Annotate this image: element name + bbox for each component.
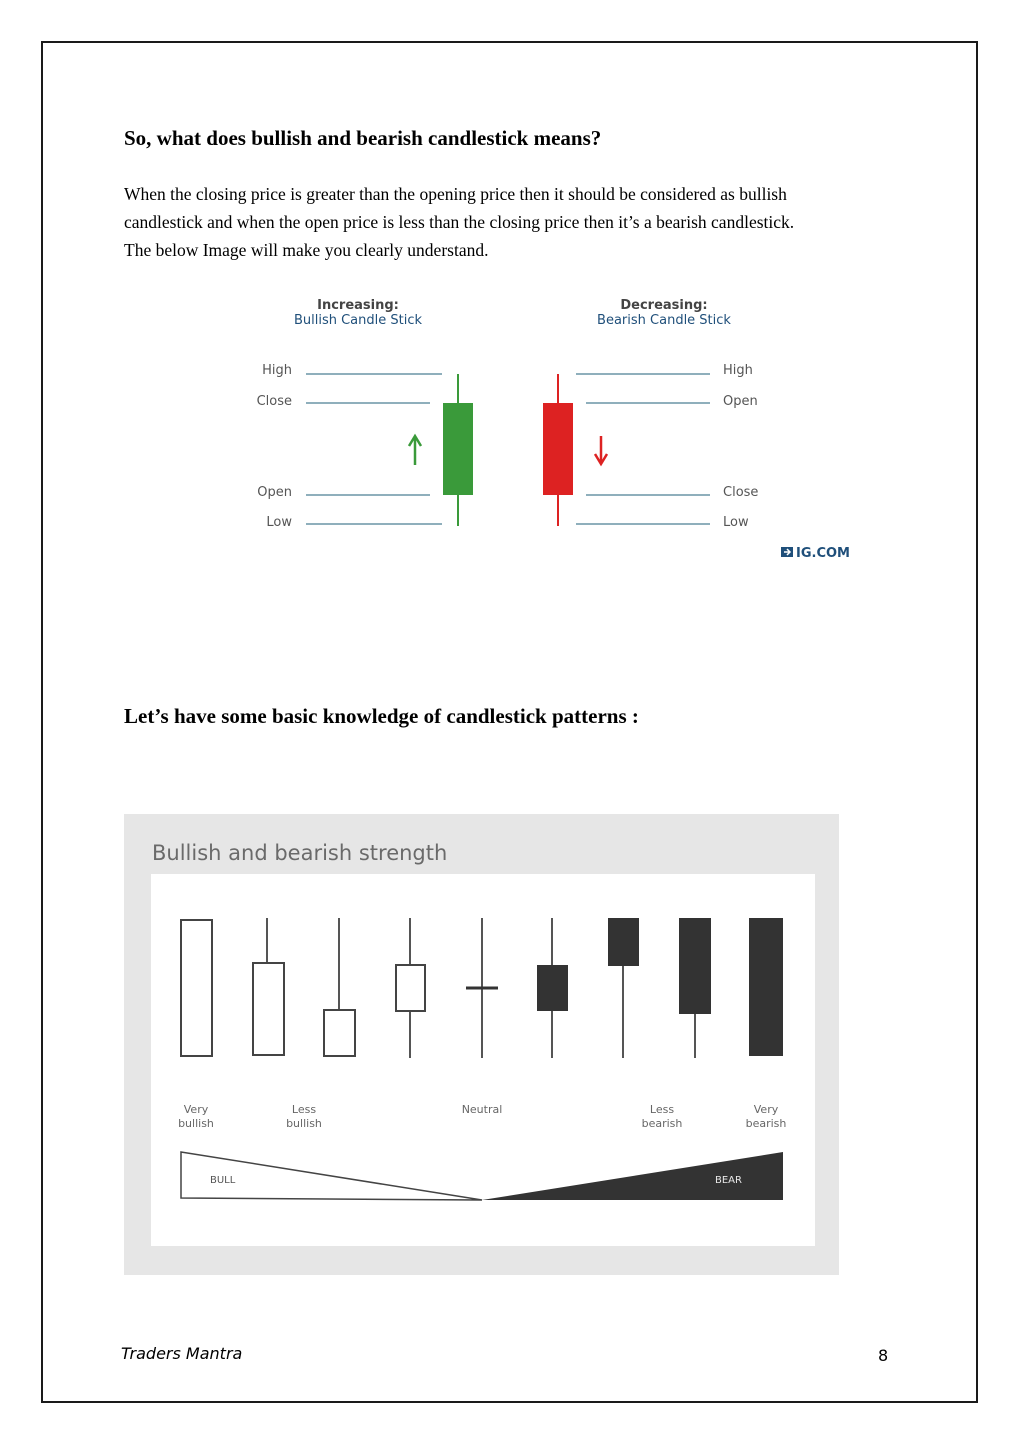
section-heading-bullish-bearish: So, what does bullish and bearish candlestick means?	[124, 126, 602, 150]
strength-figure	[124, 814, 839, 1275]
down-arrow-icon	[595, 436, 607, 464]
bearish-subtitle: Bearish Candle Stick	[597, 313, 731, 328]
up-arrow-icon	[409, 436, 421, 465]
section-heading-patterns: Let’s have some basic knowledge of candlestick patterns :	[124, 704, 639, 728]
bull-label: BULL	[210, 1175, 236, 1186]
page-number: 8	[878, 1346, 889, 1365]
candle-less-bearish	[679, 918, 711, 1014]
paragraph-line: When the closing price is greater than the opening price then it should be considered as bullish	[124, 184, 787, 204]
bearish-title: Decreasing:	[620, 298, 708, 313]
label-high-right: High	[723, 363, 753, 378]
candle-very-bullish	[181, 920, 212, 1056]
label-less-bullish-2: bullish	[286, 1117, 322, 1130]
bearish-candle-body	[543, 403, 573, 495]
label-less-bullish-1: Less	[291, 1103, 317, 1116]
label-open-left: Open	[257, 485, 292, 500]
intro-paragraph	[124, 180, 914, 264]
label-neutral: Neutral	[461, 1103, 503, 1116]
candle-very-bearish	[749, 918, 783, 1056]
label-less-bearish-2: bearish	[641, 1117, 683, 1130]
candle-less-bullish	[253, 963, 284, 1055]
label-very-bullish-1: Very	[183, 1103, 209, 1116]
label-high-left: High	[262, 363, 292, 378]
label-very-bearish-2: bearish	[745, 1117, 787, 1130]
label-close-left: Close	[256, 394, 292, 409]
bullish-subtitle: Bullish Candle Stick	[293, 313, 423, 328]
paragraph-line: The below Image will make you clearly understand.	[124, 240, 489, 260]
bullish-candle-body	[443, 403, 473, 495]
bear-label: BEAR	[715, 1175, 742, 1186]
label-low-left: Low	[266, 515, 292, 530]
label-low-right: Low	[723, 515, 749, 530]
label-open-right: Open	[723, 394, 758, 409]
label-very-bullish-2: bullish	[178, 1117, 214, 1130]
candle-comparison-figure	[230, 290, 890, 580]
ig-brand: IG.COM	[796, 546, 850, 561]
paragraph-line: candlestick and when the open price is less than the closing price then it’s a bearish candlestick.	[124, 212, 795, 232]
candle-bearish-small	[608, 918, 639, 966]
label-close-right: Close	[723, 485, 759, 500]
bullish-title: Increasing:	[317, 298, 399, 313]
figure-title: Bullish and bearish strength	[152, 841, 448, 865]
candle-spinning-black	[537, 965, 568, 1011]
candle-bullish-small	[324, 1010, 355, 1056]
candle-spinning-white	[396, 965, 425, 1011]
label-very-bearish-1: Very	[753, 1103, 779, 1116]
footer-brand: Traders Mantra	[121, 1344, 243, 1363]
label-less-bearish-1: Less	[649, 1103, 675, 1116]
